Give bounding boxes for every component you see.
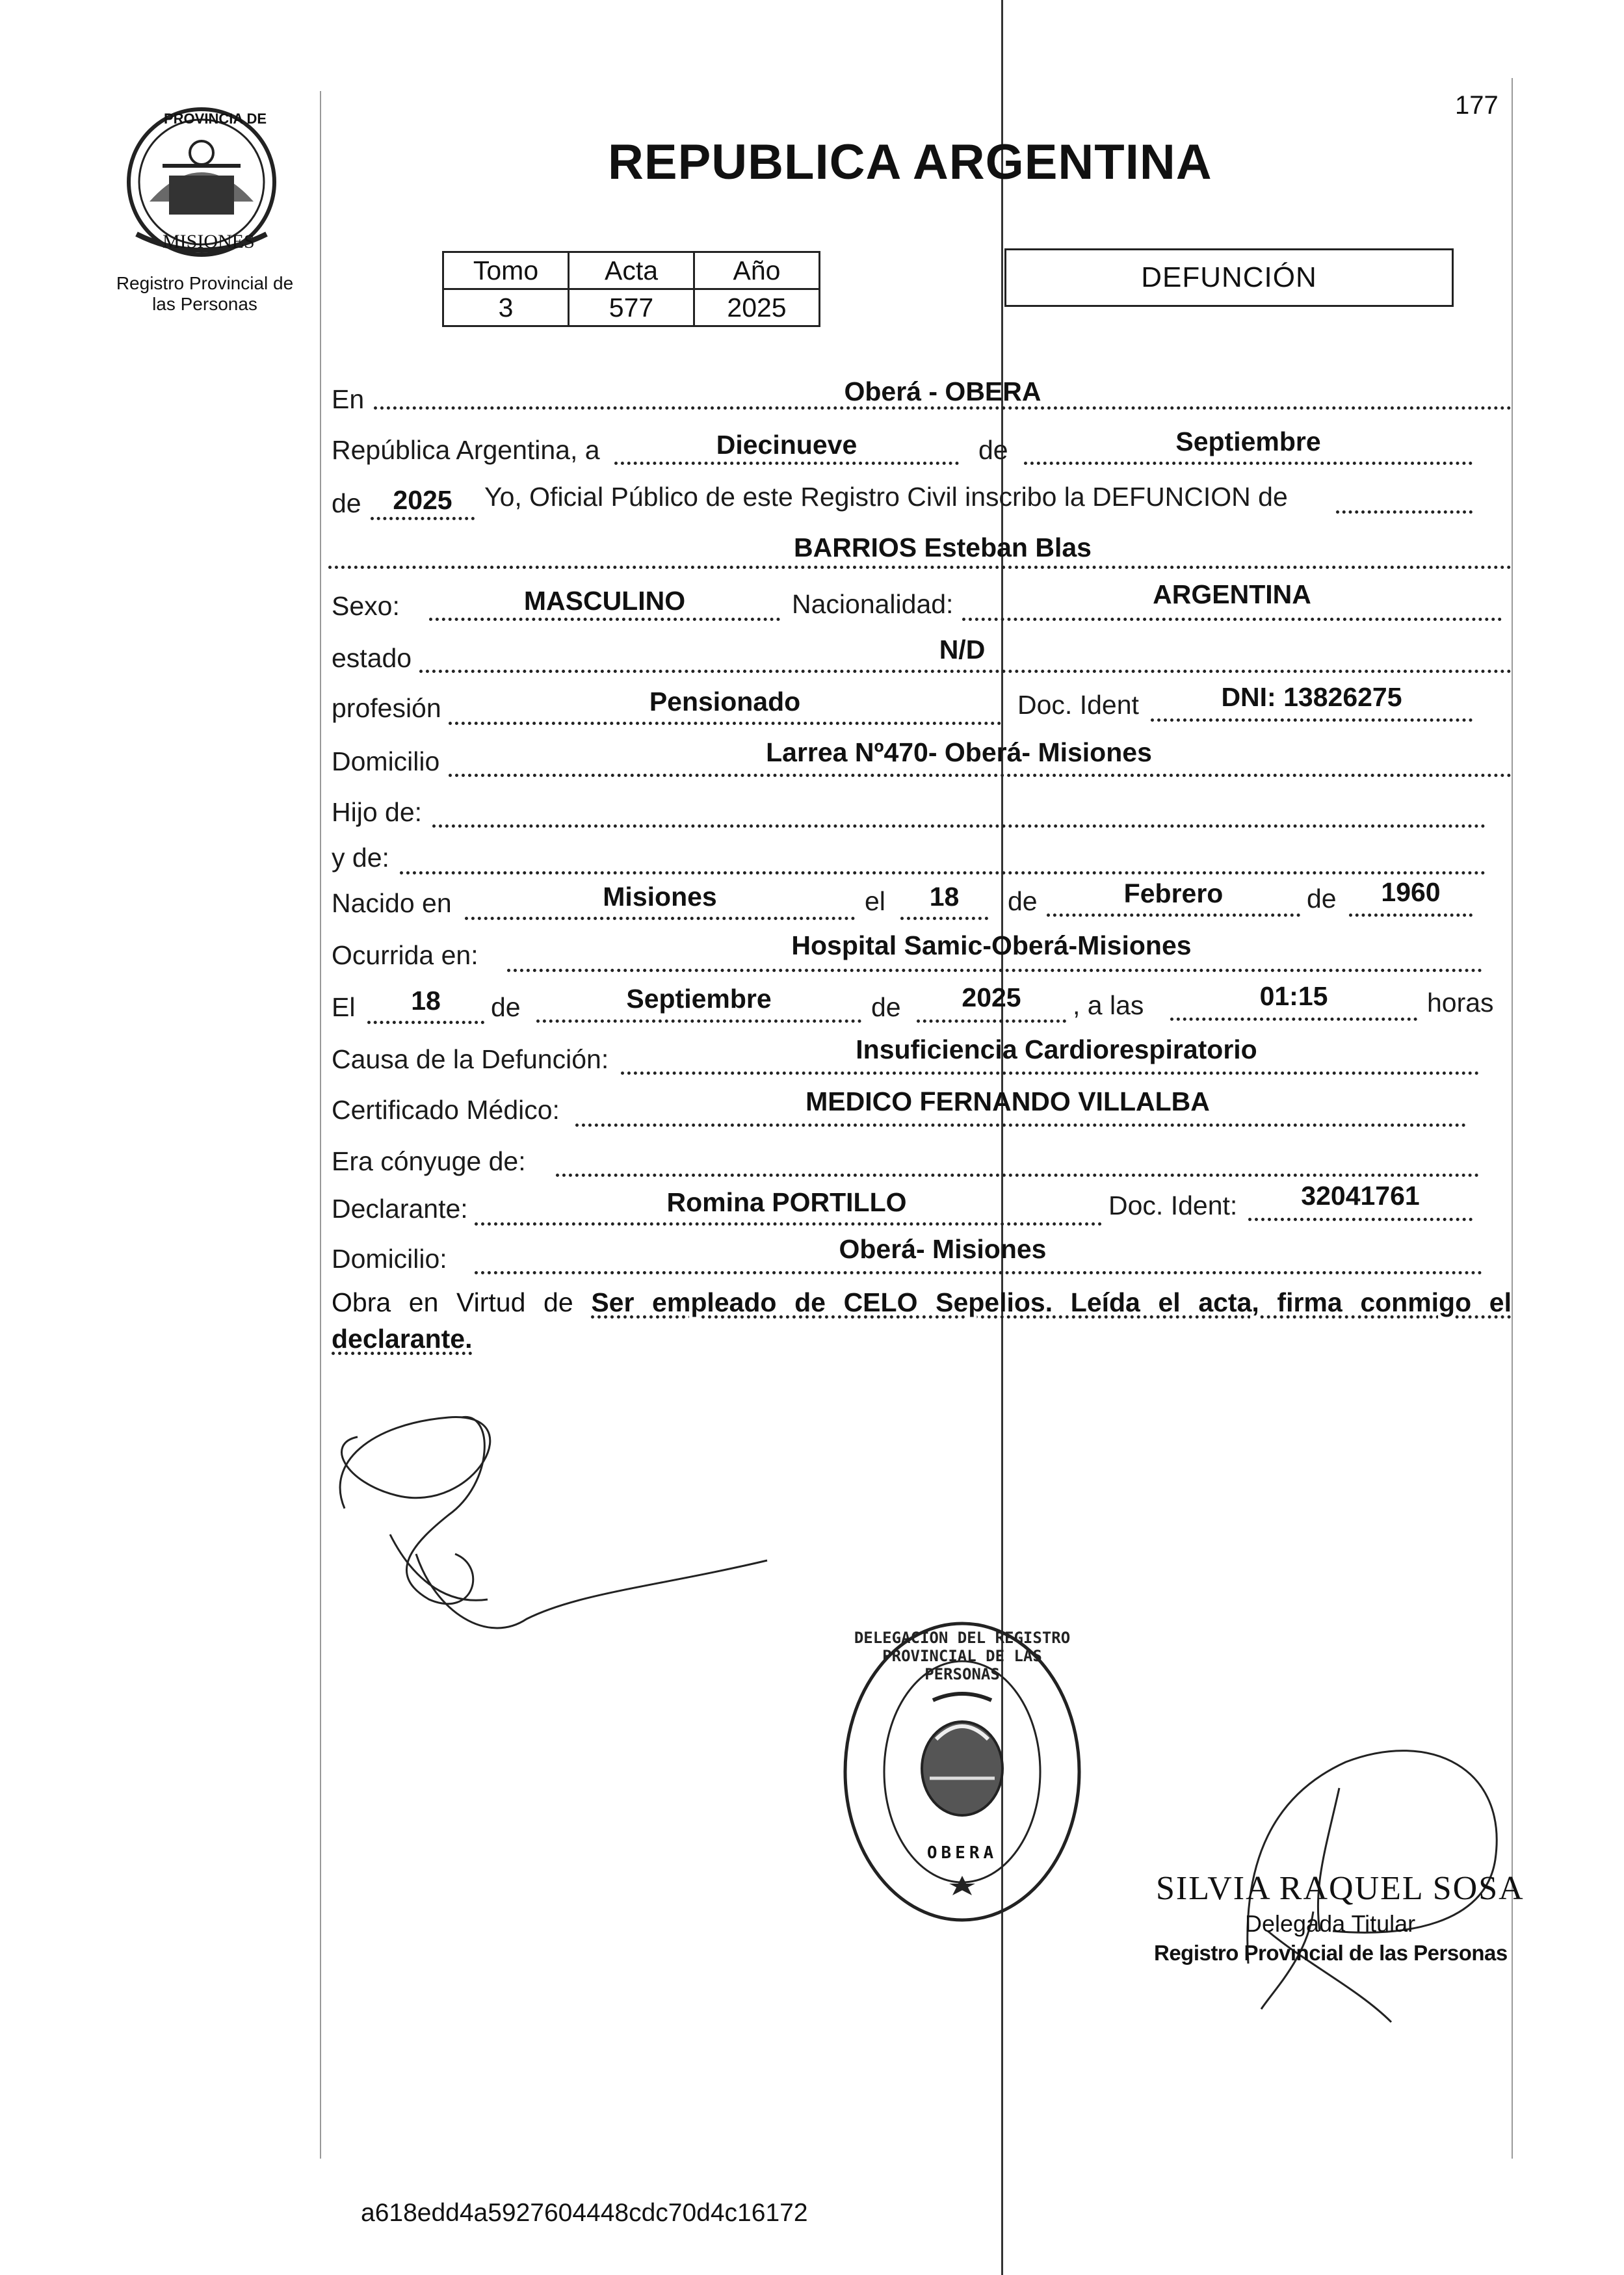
country-title: REPUBLICA ARGENTINA (608, 135, 1212, 190)
dotted-line (1248, 1218, 1473, 1221)
dotted-line (449, 774, 1512, 777)
official-name: SILVIA RAQUEL SOSA (1156, 1870, 1525, 1907)
dotted-line (419, 670, 1512, 673)
month-value: Septiembre (1175, 427, 1321, 456)
birth-de-label-2: de (1307, 884, 1337, 914)
el-2-label: El (332, 992, 356, 1022)
dotted-line (328, 566, 1512, 569)
dotted-line (1151, 718, 1473, 722)
document-hash: a618edd4a5927604448cdc70d4c16172 (361, 2199, 808, 2227)
obra-value: Ser empleado de CELO Sepelios. Leída el acta, firma conmigo el declarante. (332, 1287, 1512, 1354)
nacido-label: Nacido en (332, 888, 452, 918)
de-label: de (978, 435, 1008, 465)
certificado-value: MEDICO FERNANDO VILLALBA (805, 1086, 1210, 1116)
left-margin-line (320, 91, 321, 2159)
hijo-label: Hijo de: (332, 797, 423, 827)
dotted-line (556, 1174, 1479, 1177)
en-label: En (332, 384, 365, 414)
record-table (442, 251, 820, 327)
a-las-label: , a las (1073, 990, 1144, 1020)
record-header-anio: Año (694, 252, 820, 289)
domicilio-2-value: Oberá- Misiones (839, 1234, 1047, 1264)
record-value-tomo: 3 (443, 289, 569, 326)
provincial-seal (124, 104, 280, 260)
domicilio-value: Larrea Nº470- Oberá- Misiones (766, 737, 1152, 767)
birth-year: 1960 (1381, 877, 1441, 907)
dotted-line (536, 1019, 861, 1023)
certificado-label: Certificado Médico: (332, 1095, 560, 1125)
dotted-line (367, 1021, 484, 1024)
seal-text-bottom: MISIONES (163, 231, 255, 252)
dotted-line (1047, 914, 1300, 917)
death-year: 2025 (962, 982, 1021, 1012)
doc-ident-label: Doc. Ident (1017, 690, 1139, 720)
document-type: DEFUNCIÓN (1004, 248, 1454, 307)
estado-value: N/D (939, 635, 986, 664)
day-words: Diecinueve (716, 430, 858, 460)
doc-ident-2-label: Doc. Ident: (1108, 1190, 1238, 1220)
dotted-line (507, 969, 1482, 972)
dotted-line (962, 618, 1502, 621)
dotted-line (1024, 462, 1473, 465)
dotted-line (432, 824, 1486, 828)
ocurrida-label: Ocurrida en: (332, 940, 478, 970)
sexo-value: MASCULINO (523, 586, 686, 616)
obra-label: Obra en Virtud de (332, 1287, 573, 1317)
dotted-line (371, 517, 475, 520)
year-value: 2025 (393, 485, 452, 515)
horas-label: horas (1427, 988, 1494, 1018)
birth-de-label-1: de (1008, 886, 1038, 916)
inscribo-text: Yo, Oficial Público de este Registro Civil inscribo la DEFUNCION de (484, 482, 1288, 512)
dotted-line (614, 462, 959, 465)
dotted-line (621, 1072, 1479, 1075)
official-office: Registro Provincial de las Personas (1154, 1941, 1508, 1965)
profesion-label: profesión (332, 693, 441, 723)
fold-line (1001, 0, 1003, 2275)
birth-month: Febrero (1123, 878, 1224, 908)
profesion-value: Pensionado (649, 687, 801, 717)
registry-label (98, 273, 312, 315)
registry-line-2: las Personas (152, 294, 257, 314)
dotted-line (1349, 914, 1473, 917)
deceased-name: BARRIOS Esteban Blas (794, 533, 1092, 562)
nacionalidad-label: Nacionalidad: (792, 589, 954, 619)
birth-day: 18 (929, 882, 960, 912)
dotted-line (917, 1019, 1066, 1023)
dotted-line (1170, 1018, 1417, 1021)
nacionalidad-value: ARGENTINA (1153, 579, 1311, 609)
dotted-line (1336, 510, 1473, 514)
registry-line-1: Registro Provincial de (116, 273, 294, 293)
estado-label: estado (332, 643, 412, 673)
domicilio-2-label: Domicilio: (332, 1244, 447, 1274)
death-de-label-2: de (871, 992, 901, 1022)
republica-label: República Argentina, a (332, 435, 600, 465)
en-value: Oberá - OBERA (844, 376, 1041, 406)
death-de-label-1: de (491, 992, 521, 1022)
y-de-label: y de: (332, 843, 389, 873)
doc-ident-2-value: 32041761 (1301, 1181, 1420, 1211)
page-number: 177 (1455, 91, 1499, 120)
causa-label: Causa de la Defunción: (332, 1044, 609, 1074)
official-title: Delegada Titular (1245, 1910, 1416, 1937)
declarant-signature (319, 1404, 787, 1677)
death-day: 18 (411, 986, 441, 1016)
stamp-ring-text: DELEGACION DEL REGISTRO PROVINCIAL DE LAS PERSONAS (854, 1629, 1071, 1683)
obra-paragraph (332, 1284, 1512, 1357)
de-label-2: de (332, 488, 361, 518)
dotted-line (575, 1124, 1466, 1127)
dotted-line (429, 618, 780, 621)
nacido-value: Misiones (603, 882, 717, 912)
seal-text-top: PROVINCIA DE (164, 111, 267, 127)
doc-ident-value: DNI: 13826275 (1221, 682, 1402, 712)
dotted-line (475, 1222, 1102, 1226)
record-value-anio: 2025 (694, 289, 820, 326)
causa-value: Insuficiencia Cardiorespiratorio (856, 1034, 1257, 1064)
death-time: 01:15 (1259, 981, 1328, 1011)
dotted-line (465, 917, 855, 920)
dotted-line (449, 722, 1001, 725)
record-header-acta: Acta (569, 252, 694, 289)
conyuge-label: Era cónyuge de: (332, 1146, 526, 1176)
dotted-line (900, 917, 988, 920)
el-label: el (865, 886, 885, 916)
official-stamp (839, 1616, 1086, 1928)
record-header-tomo: Tomo (443, 252, 569, 289)
declarante-value: Romina PORTILLO (666, 1187, 907, 1217)
dotted-line (400, 871, 1486, 874)
sexo-label: Sexo: (332, 591, 400, 621)
record-value-acta: 577 (569, 289, 694, 326)
dotted-line (475, 1271, 1482, 1274)
ocurrida-value: Hospital Samic-Oberá-Misiones (791, 930, 1192, 960)
stamp-bottom-text: OBERA (926, 1843, 998, 1863)
domicilio-label: Domicilio (332, 746, 440, 776)
death-month: Septiembre (626, 984, 772, 1014)
declarante-label: Declarante: (332, 1194, 468, 1224)
